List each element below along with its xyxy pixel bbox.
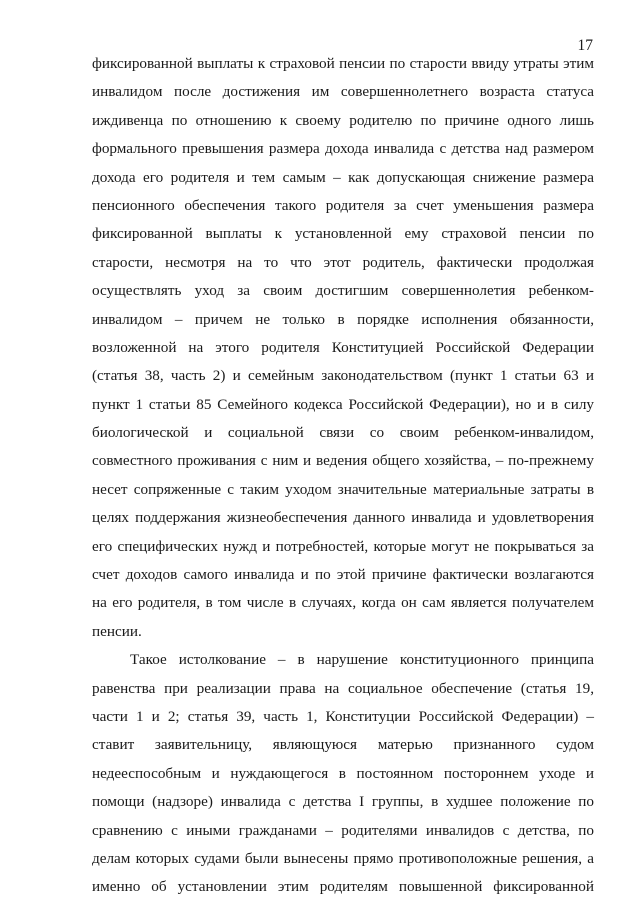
text-line: инвалидом – причем не только в порядке исполнения обязанности, xyxy=(92,310,594,328)
text-line: на его родителя, в том числе в случаях, когда он сам является получателем xyxy=(92,594,594,612)
text-line: фиксированной выплаты к установленной ему страховой пенсии по xyxy=(92,225,594,243)
text-line: его специфических нужд и потребностей, которые могут не покрываться за xyxy=(92,537,594,555)
paragraph-1 xyxy=(92,50,594,646)
text-line: пенсии. xyxy=(92,622,142,640)
text-line: равенства при реализации права на социальное обеспечение (статья 19, xyxy=(92,679,594,697)
page-number: 17 xyxy=(577,37,593,54)
text-line: биологической и социальной связи со своим ребенком-инвалидом, xyxy=(92,424,594,442)
text-line: несет сопряженные с таким уходом значительные материальные затраты в xyxy=(92,480,594,498)
text-line: помощи (надзоре) инвалида с детства I группы, в худшее положение по xyxy=(92,793,594,811)
text-line: (статья 38, часть 2) и семейным законодательством (пункт 1 статьи 63 и xyxy=(92,367,594,385)
text-line: фиксированной выплаты к страховой пенсии по старости ввиду утраты этим xyxy=(92,55,594,72)
text-line: формального превышения размера дохода инвалида с детства над размером xyxy=(92,140,594,158)
text-line: части 1 и 2; статья 39, часть 1, Конституции Российской Федерации) – xyxy=(92,707,594,725)
text-line: сравнению с иными гражданами – родителями инвалидов с детства, по xyxy=(92,821,594,839)
text-line: Такое истолкование – в нарушение конституционного принципа xyxy=(130,651,594,669)
text-line: делам которых судами были вынесены прямо противоположные решения, а xyxy=(92,849,594,867)
document-body xyxy=(92,50,594,902)
text-line: пенсионного обеспечения такого родителя за счет уменьшения размера xyxy=(92,196,594,214)
text-line: возложенной на этого родителя Конституцией Российской Федерации xyxy=(92,338,594,356)
text-line: старости, несмотря на то что этот родитель, фактически продолжая xyxy=(92,253,594,271)
text-line: недееспособным и нуждающегося в постоянном постороннем уходе и xyxy=(92,764,594,782)
text-line: счет доходов самого инвалида и по этой причине фактически возлагаются xyxy=(92,566,594,584)
text-line: осуществлять уход за своим достигшим совершеннолетия ребенком- xyxy=(92,282,594,300)
text-line: пункт 1 статьи 85 Семейного кодекса Российской Федерации), но и в силу xyxy=(92,395,594,413)
text-line: совместного проживания с ним и ведения общего хозяйства, – по-прежнему xyxy=(92,452,594,470)
text-line: именно об установлении этим родителям повышенной фиксированной xyxy=(92,878,594,896)
text-line: дохода его родителя и тем самым – как допускающая снижение размера xyxy=(92,168,594,186)
text-line: иждивенца по отношению к своему родителю по причине одного лишь xyxy=(92,111,594,129)
text-line: ставит заявительницу, являющуюся матерью признанного судом xyxy=(92,736,594,754)
text-line: целях поддержания жизнеобеспечения данного инвалида и удовлетворения xyxy=(92,509,594,527)
text-line: инвалидом после достижения им совершеннолетнего возраста статуса xyxy=(92,83,594,101)
paragraph-2 xyxy=(92,646,594,902)
